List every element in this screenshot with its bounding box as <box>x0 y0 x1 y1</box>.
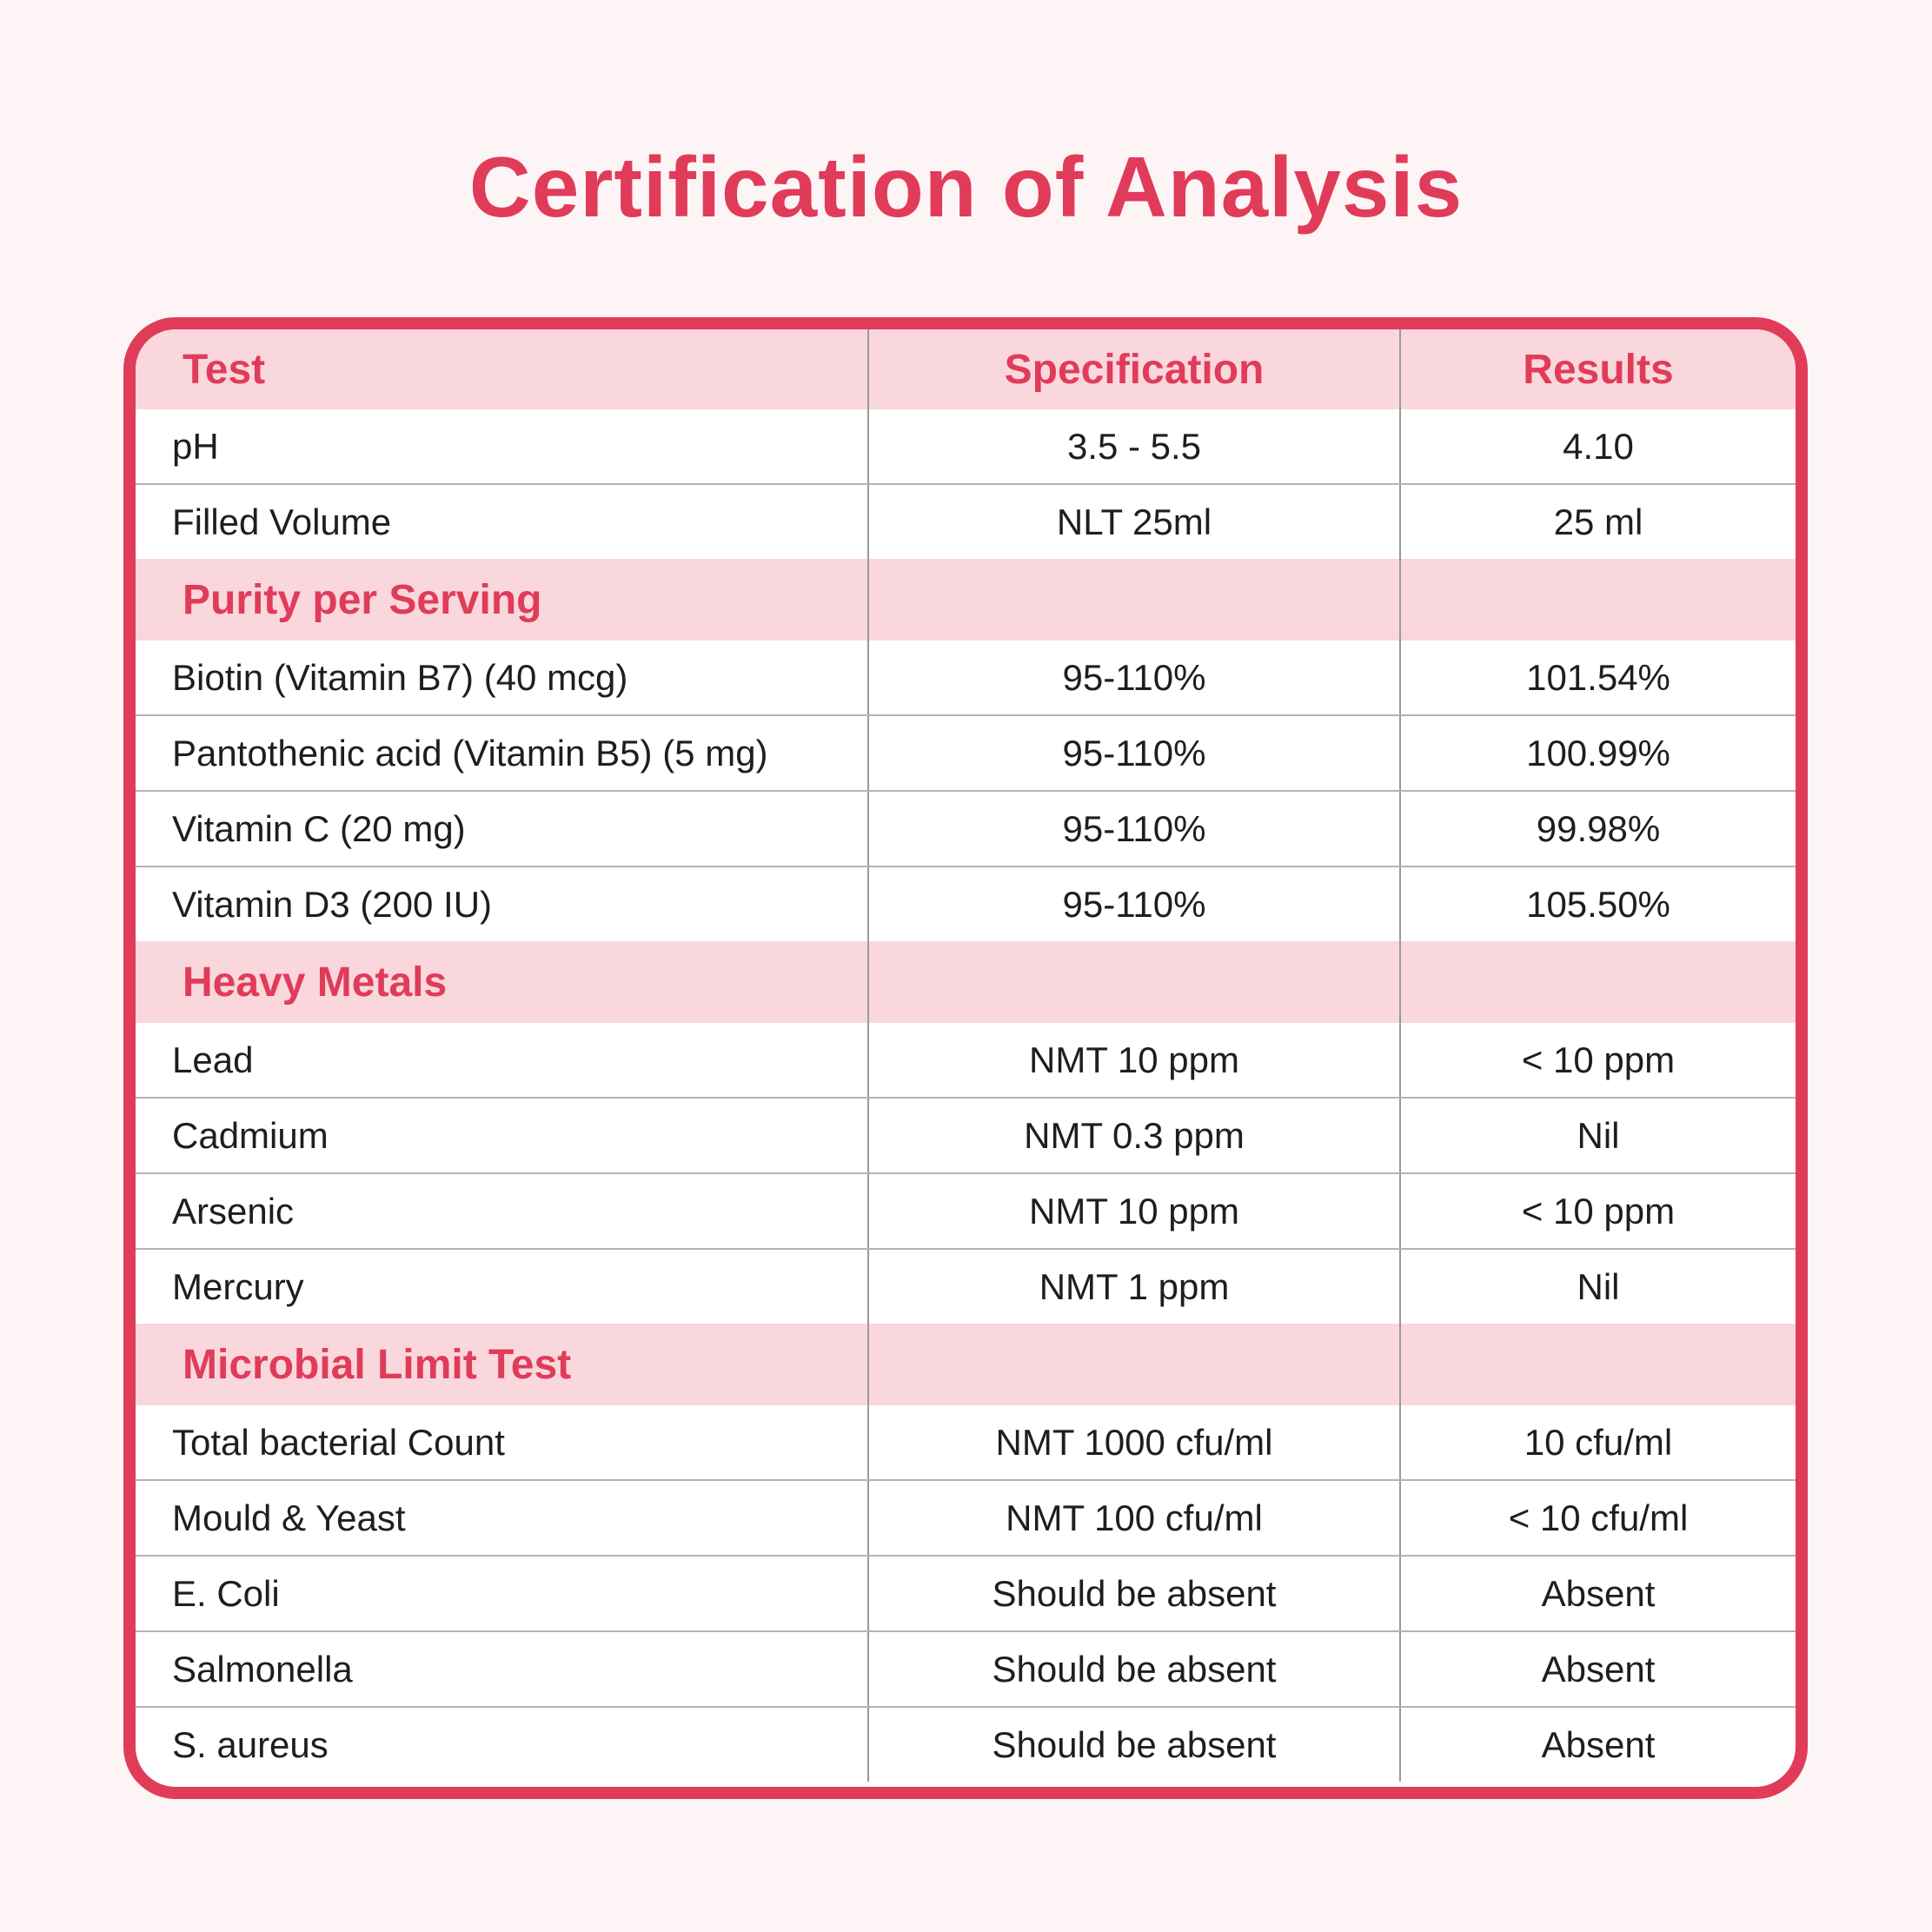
analysis-table-frame <box>123 317 1808 1799</box>
test-specification: 95-110% <box>868 715 1400 791</box>
test-result: 101.54% <box>1400 641 1796 715</box>
test-specification: NMT 0.3 ppm <box>868 1098 1400 1173</box>
test-name: Total bacterial Count <box>136 1405 868 1480</box>
test-result: Absent <box>1400 1631 1796 1707</box>
test-specification: 3.5 - 5.5 <box>868 409 1400 484</box>
test-specification: 95-110% <box>868 866 1400 941</box>
section-label: Heavy Metals <box>136 941 868 1023</box>
test-name: Vitamin C (20 mg) <box>136 791 868 866</box>
test-specification: Should be absent <box>868 1556 1400 1631</box>
header-specification: Specification <box>868 329 1400 409</box>
table-row <box>136 1098 1796 1173</box>
test-specification: NMT 1 ppm <box>868 1249 1400 1324</box>
table-row <box>136 409 1796 484</box>
test-result: < 10 ppm <box>1400 1173 1796 1249</box>
table-row <box>136 1023 1796 1098</box>
test-result: < 10 cfu/ml <box>1400 1480 1796 1556</box>
table-row <box>136 791 1796 866</box>
table-row <box>136 1173 1796 1249</box>
test-specification: Should be absent <box>868 1631 1400 1707</box>
table-header-row <box>136 329 1796 409</box>
section-row-heavy-metals <box>136 941 1796 1023</box>
table-row <box>136 484 1796 559</box>
test-result: 99.98% <box>1400 791 1796 866</box>
test-name: Cadmium <box>136 1098 868 1173</box>
table-row <box>136 866 1796 941</box>
section-row-microbial <box>136 1324 1796 1405</box>
test-specification: NMT 100 cfu/ml <box>868 1480 1400 1556</box>
test-name: Lead <box>136 1023 868 1098</box>
test-name: Pantothenic acid (Vitamin B5) (5 mg) <box>136 715 868 791</box>
section-label: Microbial Limit Test <box>136 1324 868 1405</box>
table-row <box>136 1631 1796 1707</box>
analysis-table <box>136 329 1796 1782</box>
test-result: 10 cfu/ml <box>1400 1405 1796 1480</box>
test-result: Nil <box>1400 1098 1796 1173</box>
test-name: Mould & Yeast <box>136 1480 868 1556</box>
test-name: E. Coli <box>136 1556 868 1631</box>
test-specification: NMT 10 ppm <box>868 1023 1400 1098</box>
test-specification: NMT 10 ppm <box>868 1173 1400 1249</box>
test-name: Biotin (Vitamin B7) (40 mcg) <box>136 641 868 715</box>
test-specification: 95-110% <box>868 791 1400 866</box>
test-specification: NMT 1000 cfu/ml <box>868 1405 1400 1480</box>
test-specification: NLT 25ml <box>868 484 1400 559</box>
test-specification: Should be absent <box>868 1707 1400 1782</box>
test-specification: 95-110% <box>868 641 1400 715</box>
test-result: Absent <box>1400 1707 1796 1782</box>
page-title: Certification of Analysis <box>468 139 1464 235</box>
header-test: Test <box>136 329 868 409</box>
table-row <box>136 1405 1796 1480</box>
header-results: Results <box>1400 329 1796 409</box>
test-name: Filled Volume <box>172 501 392 542</box>
test-result: Nil <box>1400 1249 1796 1324</box>
test-name: Salmonella <box>136 1631 868 1707</box>
table-row <box>136 641 1796 715</box>
test-result: 4.10 <box>1400 409 1796 484</box>
test-result: Absent <box>1400 1556 1796 1631</box>
test-result: 25 ml <box>1400 484 1796 559</box>
test-name: pH <box>136 409 868 484</box>
section-row-purity <box>136 559 1796 641</box>
section-label: Purity per Serving <box>136 559 868 641</box>
test-name: Vitamin D3 (200 IU) <box>172 883 493 925</box>
test-name: Mercury <box>172 1265 304 1307</box>
table-row <box>136 1707 1796 1782</box>
test-name: Arsenic <box>136 1173 868 1249</box>
test-result: < 10 ppm <box>1400 1023 1796 1098</box>
test-result: 100.99% <box>1400 715 1796 791</box>
table-row <box>136 1249 1796 1324</box>
test-name: S. aureus <box>172 1723 329 1765</box>
table-row <box>136 1480 1796 1556</box>
table-row <box>136 715 1796 791</box>
test-result: 105.50% <box>1400 866 1796 941</box>
table-row <box>136 1556 1796 1631</box>
